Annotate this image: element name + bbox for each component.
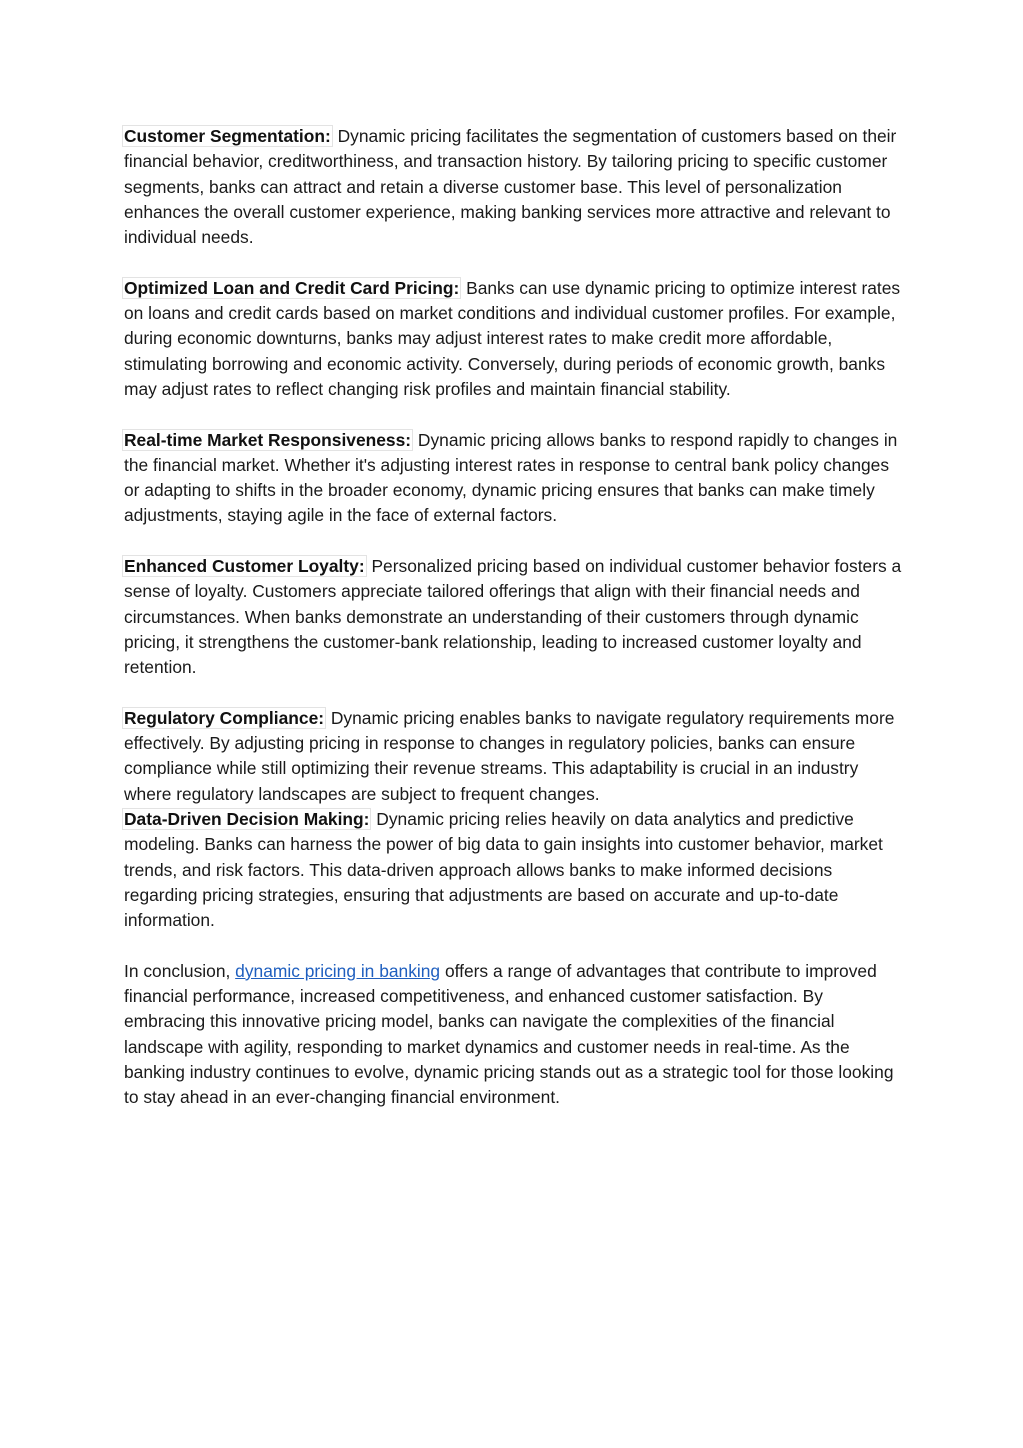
paragraph-regulatory-compliance — [124, 706, 904, 807]
paragraph-market-responsiveness — [124, 428, 904, 529]
paragraph-spacer — [124, 934, 904, 959]
paragraph-spacer — [124, 681, 904, 706]
paragraph-customer-loyalty — [124, 554, 904, 680]
paragraph-spacer — [124, 529, 904, 554]
paragraph-data-driven — [124, 807, 904, 933]
term-customer-segmentation: Customer Segmentation: — [124, 126, 331, 146]
paragraph-conclusion — [124, 959, 904, 1111]
body-data-driven: Dynamic pricing relies heavily on data analytics and predictive modeling. Banks can harness the power of big data to gain insights into customer behavior, market trends, and risk factors. This data-driven approach allows banks to make informed decisions regarding pricing strategies, ensuring that adjustments are based on accurate and up-to-date information. — [124, 809, 883, 931]
document-page — [124, 124, 904, 1111]
paragraph-spacer — [124, 250, 904, 275]
body-optimized-pricing: Banks can use dynamic pricing to optimize interest rates on loans and credit cards based on market conditions and individual customer profiles. For example, during economic downturns, banks may adjust interest rates to make credit more affordable, stimulating borrowing and economic activity. Conversely, during periods of economic growth, banks may adjust rates to reflect changing risk profiles and maintain financial stability. — [124, 277, 901, 399]
term-data-driven: Data-Driven Decision Making: — [124, 809, 370, 830]
conclusion-body: offers a range of advantages that contribute to improved financial performance, increased competitiveness, and enhanced customer satisfaction. By embracing this innovative pricing model, banks can navigate the complexities of the financial landscape with agility, responding to market dynamics and customer needs in real-time. As the banking industry continues to evolve, dynamic pricing stands out as a strategic tool for those looking to stay ahead in an ever-changing financial environment. — [124, 960, 894, 1108]
dynamic-pricing-link[interactable]: dynamic pricing in banking — [235, 960, 441, 981]
term-customer-loyalty: Enhanced Customer Loyalty: — [124, 556, 365, 577]
term-market-responsiveness: Real-time Market Responsiveness: — [124, 429, 412, 450]
body-regulatory-compliance: Dynamic pricing enables banks to navigate regulatory requirements more effectively. By adjusting pricing in response to changes in regulatory policies, banks can ensure compliance while still optimizing their revenue streams. This adaptability is crucial in an industry where regulatory landscapes are subject to frequent changes. — [124, 707, 895, 804]
conclusion-lead: In conclusion, — [124, 960, 236, 981]
term-optimized-pricing: Optimized Loan and Credit Card Pricing: — [124, 277, 460, 298]
paragraph-optimized-pricing — [124, 276, 904, 402]
body-market-responsiveness: Dynamic pricing allows banks to respond rapidly to changes in the financial market. Whether it's adjusting interest rates in response to central bank policy changes or adapting to shifts in the broader economy, dynamic pricing ensures that banks can make timely adjustments, staying agile in the face of external factors. — [124, 429, 898, 526]
term-regulatory-compliance: Regulatory Compliance: — [124, 707, 325, 728]
paragraph-spacer — [124, 402, 904, 427]
body-customer-segmentation: Dynamic pricing facilitates the segmentation of customers based on their financial behavior, creditworthiness, and transaction history. By tailoring pricing to specific customer segments, banks can attract and retain a diverse customer base. This level of personalization enhances the overall customer experience, making banking services more attractive and relevant to individual needs. — [124, 126, 897, 248]
paragraph-customer-segmentation — [124, 124, 904, 250]
body-customer-loyalty: Personalized pricing based on individual customer behavior fosters a sense of loyalty. Customers appreciate tailored offerings that align with their financial needs and circumstances. When banks demonstrate an understanding of their customers through dynamic pricing, it strengthens the customer-bank relationship, leading to increased customer loyalty and retention. — [124, 556, 902, 678]
